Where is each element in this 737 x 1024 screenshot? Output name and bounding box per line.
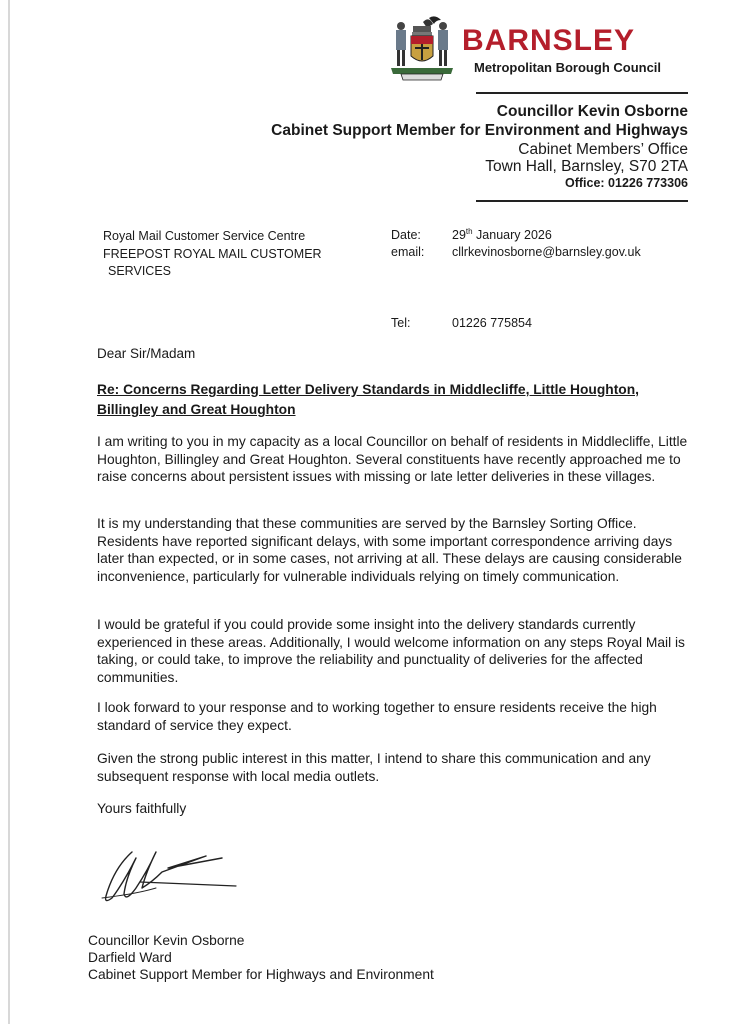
email-value[interactable]: cllrkevinosborne@barnsley.gov.uk — [452, 245, 641, 259]
signoff-role: Cabinet Support Member for Highways and Environment — [88, 967, 434, 982]
recipient-line: SERVICES — [108, 264, 171, 278]
date-month-year: January 2026 — [472, 228, 552, 242]
date-value — [452, 228, 552, 242]
header-divider-top — [476, 92, 688, 94]
tel-label: Tel: — [391, 316, 411, 330]
sender-role: Cabinet Support Member for Environment and Highways — [271, 122, 688, 139]
sender-office: Cabinet Members’ Office — [518, 141, 688, 158]
handwritten-signature-icon — [96, 838, 246, 910]
council-subtitle: Metropolitan Borough Council — [474, 60, 662, 75]
body-paragraph: I am writing to you in my capacity as a local Councillor on behalf of residents in Middlecliffe, Little Houghton, Billingley and Great Houghton. Several constituents have recently approached me to raise concerns about persistent issues with missing or late letter deliveries in these villages. — [97, 434, 688, 484]
salutation: Dear Sir/Madam — [97, 346, 196, 361]
recipient-line: FREEPOST ROYAL MAIL CUSTOMER — [103, 246, 322, 261]
subject-line: Re: Concerns Regarding Letter Delivery Standards in Middlecliffe, Little Houghton, Billingley and Great Houghton — [97, 382, 639, 417]
tel-value: 01226 775854 — [452, 316, 532, 330]
council-crest-icon — [389, 14, 455, 82]
sender-address: Town Hall, Barnsley, S70 2TA — [485, 158, 688, 175]
closing: Yours faithfully — [97, 801, 187, 816]
recipient-line: Royal Mail Customer Service Centre — [103, 229, 306, 243]
council-name: BARNSLEY — [462, 24, 636, 57]
sender-phone: Office: 01226 773306 — [564, 176, 688, 190]
signoff-name: Councillor Kevin Osborne — [88, 933, 245, 948]
body-paragraph: I would be grateful if you could provide some insight into the delivery standards currently experienced in these areas. Additionally, I would welcome information on any steps Royal Mail is taking, or could take, to improve the reliability and punctuality of deliveries for the affected communities. — [97, 617, 685, 685]
signoff-block — [88, 932, 434, 983]
sender-name: Councillor Kevin Osborne — [496, 103, 688, 120]
body-paragraph: Given the strong public interest in this matter, I intend to share this communication and any subsequent response with local media outlets. — [97, 751, 651, 784]
email-label: email: — [391, 245, 425, 259]
body-paragraph: I look forward to your response and to working together to ensure residents receive the high standard of service they expect. — [97, 700, 657, 733]
page-edge-divider — [8, 0, 10, 1024]
signoff-ward: Darfield Ward — [88, 950, 172, 965]
date-label: Date: — [391, 228, 421, 242]
date-suffix: th — [465, 226, 473, 236]
date-day: 29 — [452, 228, 466, 242]
body-paragraph: It is my understanding that these communities are served by the Barnsley Sorting Office. Residents have reported significant delays, with some important correspondence arriving days later than expected, or in some cases, not arriving at all. These delays are causing considerable inconvenience, particularly for vulnerable individuals relying on timely communication. — [97, 516, 682, 584]
header-divider-bottom — [476, 200, 688, 202]
recipient-address — [103, 228, 322, 281]
